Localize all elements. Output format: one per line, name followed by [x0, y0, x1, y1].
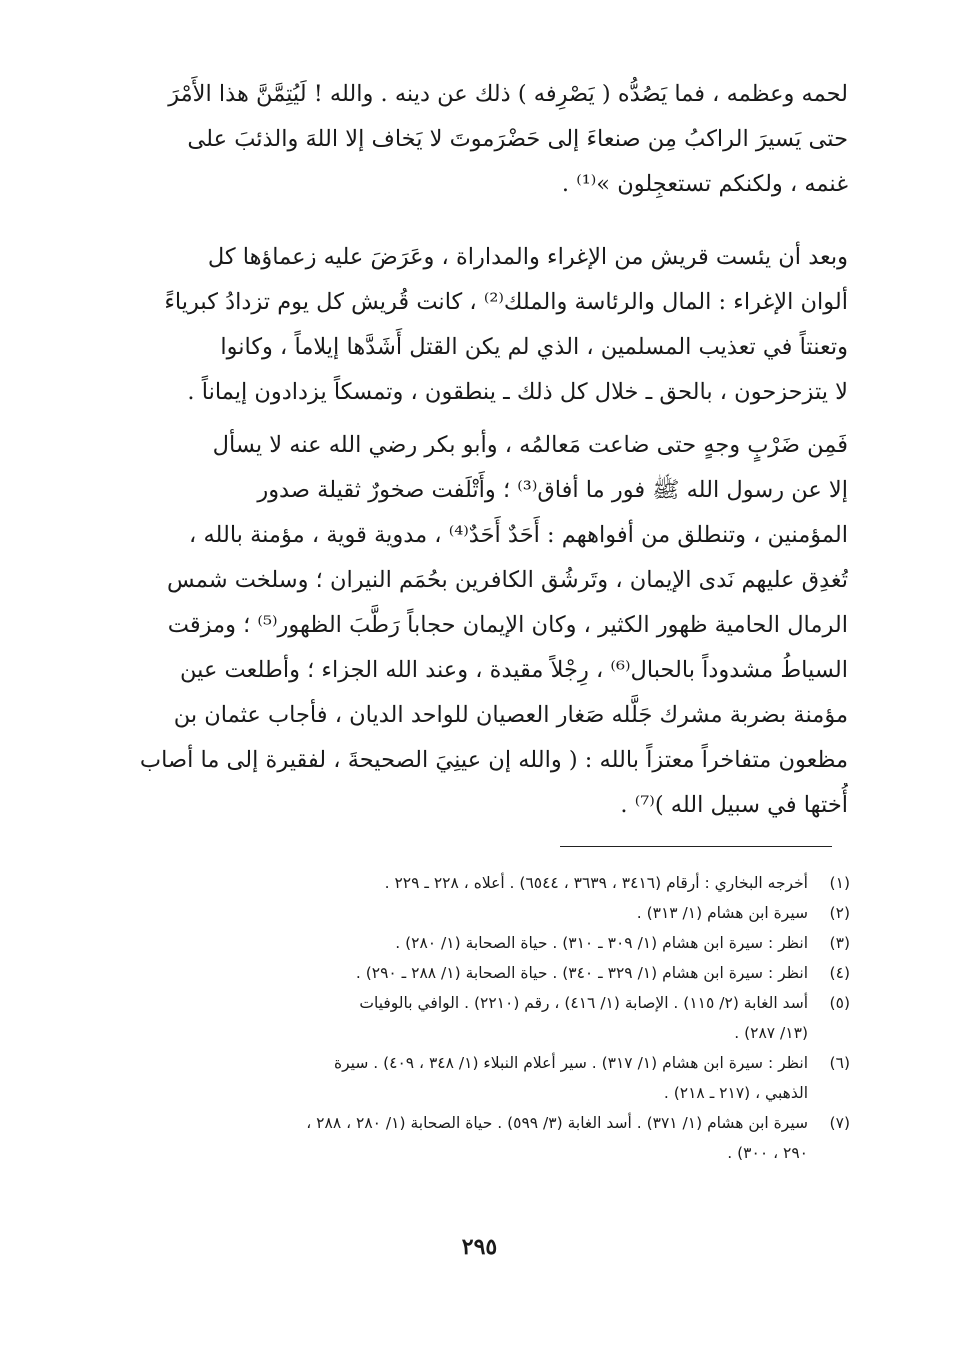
footnote-number: (٤) — [829, 964, 850, 982]
paragraph-line: غنمه ، ولكنكم تستعجِلون »⁽¹⁾ . — [561, 171, 848, 197]
paragraph-line: حتى يَسيرَ الراكبُ مِن صنعاءَ إلى حَضْرَموتَ لا يَخاف إلا اللهَ والذئبَ على — [187, 126, 848, 152]
footnote-4 — [128, 958, 850, 988]
footnote-text — [128, 1108, 808, 1168]
paragraph-line: وبعد أن يئست قريش من الإغراء والمداراة ، وعَرَضَ عليه زعماؤها كل — [207, 244, 848, 270]
footnote-number: (٧) — [829, 1114, 850, 1132]
footnote-line: انظر : سيرة ابن هشام (١/ ٣١٧) . سير أعلام النبلاء (١/ ٣٤٨ ، ٤٠٩) . سيرة — [333, 1054, 808, 1072]
paragraph-line: لا يتزحزحون ، بالحق ـ خلال كل ذلك ـ ينطقون ، وتمسكاً يزدادون إيماناً . — [187, 379, 848, 405]
paragraph-line: مظعون متفاخراً معتزاً بالله : ( والله إن عينِيَ الصحيحةَ ، لفقيرة إلى ما أصاب — [139, 747, 848, 773]
footnote-line: سيرة ابن هشام (١/ ٣٧١) . أسد الغابة (٣/ ٥٩٩) . حياة الصحابة (١/ ٢٨٠ ، ٢٨٨ ، — [306, 1114, 808, 1132]
footnote-number: (٢) — [829, 904, 850, 922]
footnote-line: انظر : سيرة ابن هشام (١/ ٣٢٩ ـ ٣٤٠) . حياة الصحابة (١/ ٢٨٨ ـ ٢٩٠) . — [355, 964, 808, 982]
paragraph-line: فَمِن ضَرْبٍ وجهٍ حتى ضاعت مَعالمُه ، وأبو بكر رضي الله عنه لا يسأل — [212, 432, 848, 458]
footnote-text — [128, 898, 808, 928]
footnote-2 — [128, 898, 850, 928]
footnote-divider — [560, 846, 832, 847]
footnote-number: (٣) — [829, 934, 850, 952]
footnote-1 — [128, 868, 850, 898]
footnote-line: (١٣/ ٢٨٧) . — [734, 1024, 808, 1042]
footnote-6 — [128, 1048, 850, 1108]
footnote-text — [128, 988, 808, 1048]
footnote-text — [128, 868, 808, 898]
paragraph-line: المؤمنين ، وتنطلق من أفواههم : أَحَدٌ أَحَدٌ⁽⁴⁾ ، مدوية قوية ، مؤمنة بالله ، — [189, 522, 848, 548]
footnote-text — [128, 958, 808, 988]
paragraph-3 — [128, 423, 848, 828]
paragraph-line: تُغدِق عليهم نَدى الإيمان ، وتَرشُق الكافرين بحُمَم النيران ؛ وسلخت شمس — [167, 567, 848, 593]
paragraph-line: إلا عن رسول الله ﷺ فور ما أفاق⁽³⁾ ؛ وأَتْلَفت صخورٌ ثقيلة صدور — [257, 477, 848, 503]
paragraph-1 — [128, 72, 848, 207]
footnote-line: أخرجه البخاري : أرقام (٣٤١٦ ، ٣٦٣٩ ، ٦٥٤٤) . أعلاه ، ٢٢٨ ـ ٢٢٩ . — [384, 874, 808, 892]
paragraph-2 — [128, 235, 848, 415]
footnotes — [128, 868, 850, 1168]
footnote-number: (١) — [829, 874, 850, 892]
footnote-text — [128, 928, 808, 958]
paragraph-line: ألوان الإغراء : المال والرئاسة والملك⁽²⁾ ، كانت قُريش كل يوم تزدادُ كبرياءً — [164, 289, 848, 315]
footnote-text — [128, 1048, 808, 1108]
paragraph-line: أُختها في سبيل الله )⁽⁷⁾ . — [620, 792, 848, 818]
footnote-line: سيرة ابن هشام (١/ ٣١٣) . — [636, 904, 808, 922]
paragraph-line: مؤمنة بضربة مشرك جَلَّله صَغار العصيان للواحد الديان ، فأجاب عثمان بن — [173, 702, 848, 728]
paragraph-line: وتعنتاً في تعذيب المسلمين ، الذي لم يكن القتل أَشَدَّها إيلاماً ، وكانوا — [220, 334, 848, 360]
footnote-7 — [128, 1108, 850, 1168]
paragraph-line: السياطُ مشدوداً بالحبال⁽⁶⁾ ، رِجْلاً مقيدة ، وعند الله الجزاء ؛ وأطلعت عين — [180, 657, 848, 683]
paragraph-line: لحمه وعظمه ، فما يَصُدُّه ( يَصْرِفه ) ذلك عن دينه . والله ! لَيُتِمَّنَّ هذا الأَمْرَ — [168, 81, 848, 107]
footnote-number: (٦) — [829, 1054, 850, 1072]
footnote-line: ٢٩٠ ، ٣٠٠) . — [727, 1144, 808, 1162]
footnote-3 — [128, 928, 850, 958]
page-number: ٢٩٥ — [461, 1234, 498, 1260]
footnote-line: أسد الغابة (٢/ ١١٥) . الإصابة (١/ ٤١٦) ، رقم (٢٢١٠) . الوافي بالوفيات — [359, 994, 808, 1012]
footnote-line: الذهبي ، (٢١٧ ـ ٢١٨) . — [663, 1084, 808, 1102]
paragraph-line: الرمال الحامية ظهور الكثير ، وكان الإيمان حجاباً رَطَّبَ الظهور⁽⁵⁾ ؛ ومزقت — [167, 612, 848, 638]
footnote-line: انظر : سيرة ابن هشام (١/ ٣٠٩ ـ ٣١٠) . حياة الصحابة (١/ ٢٨٠) . — [395, 934, 808, 952]
footnote-5 — [128, 988, 850, 1048]
footnote-number: (٥) — [829, 994, 850, 1012]
